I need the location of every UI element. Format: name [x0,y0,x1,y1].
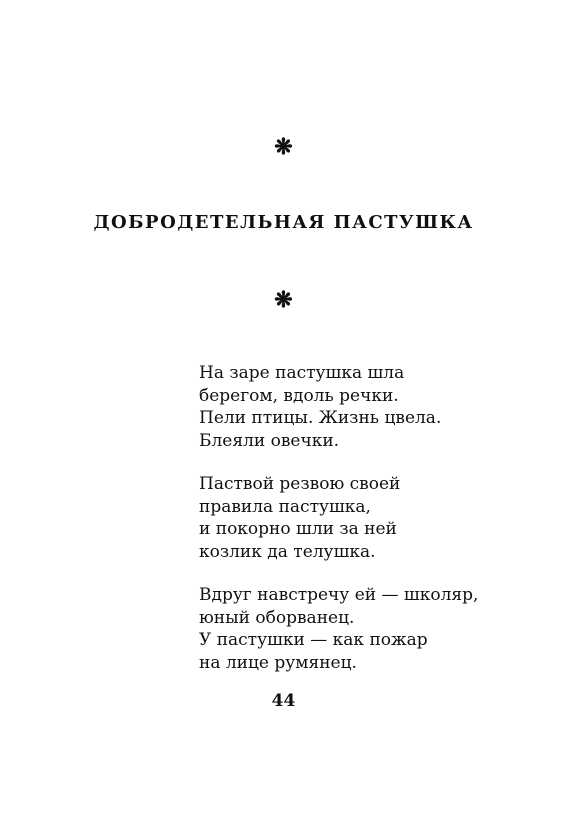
poem-line: Вдруг навстречу ей — школяр, [199,585,479,605]
poem-line: Блеяли овечки. [199,430,340,451]
poem-line: Паствой резвою своей [199,474,401,494]
stanza [199,584,529,674]
page-number: 44 [271,691,296,711]
stanza [199,473,529,563]
poem-line: козлик да телушка. [199,541,376,562]
poem-title: ДОБРОДЕТЕЛЬНАЯ ПАСТУШКА [93,212,474,233]
poem-line: На заре пастушка шла [199,363,405,383]
poem-line: на лице румянец. [199,652,357,673]
poem-line: берегом, вдоль речки. [199,385,399,406]
poem-line: правила пастушка, [199,496,371,517]
ornament-bottom: ❋ [274,287,293,313]
stanza [199,362,529,452]
poem-line: У пастушки — как пожар [199,630,428,650]
poem-line: Пели птицы. Жизнь цвела. [199,408,442,428]
poem-body [199,362,529,674]
ornament-top: ❋ [274,134,293,160]
poem-line: и покорно шли за ней [199,519,397,539]
poem-line: юный оборванец. [199,607,355,628]
